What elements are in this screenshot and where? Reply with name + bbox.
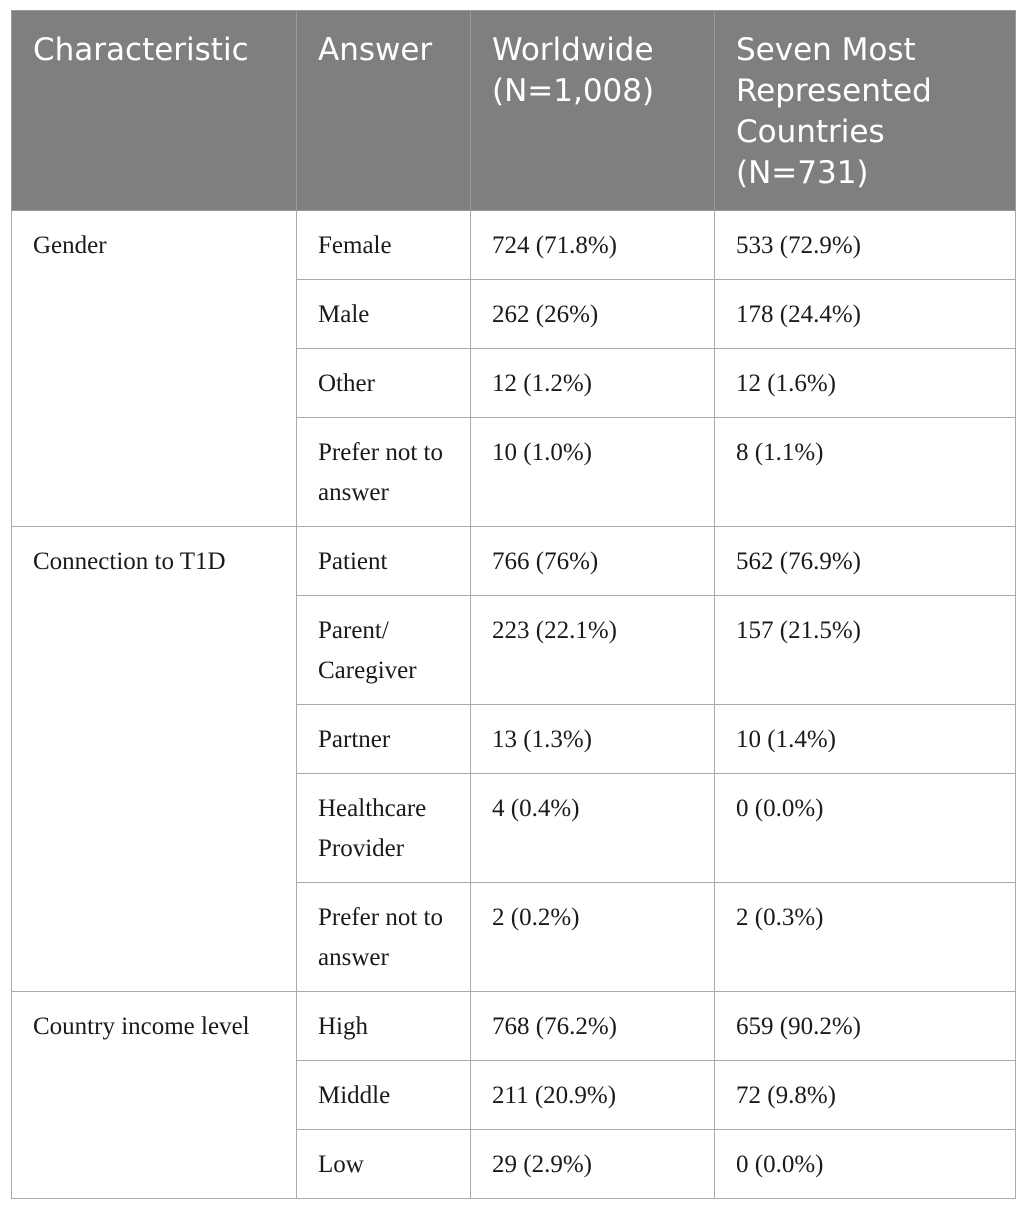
worldwide-cell: 223 (22.1%) bbox=[471, 596, 715, 705]
worldwide-cell: 29 (2.9%) bbox=[471, 1130, 715, 1199]
characteristic-cell: Connection to T1D bbox=[12, 527, 297, 992]
demographics-table bbox=[11, 10, 1016, 1199]
answer-cell: Low bbox=[297, 1130, 471, 1199]
seven-countries-cell: 0 (0.0%) bbox=[715, 774, 1016, 883]
seven-countries-cell: 157 (21.5%) bbox=[715, 596, 1016, 705]
answer-cell: Middle bbox=[297, 1061, 471, 1130]
header-row bbox=[12, 11, 1016, 211]
header-seven-countries: Seven Most Represented Countries (N=731) bbox=[715, 11, 1016, 211]
worldwide-cell: 4 (0.4%) bbox=[471, 774, 715, 883]
worldwide-cell: 13 (1.3%) bbox=[471, 705, 715, 774]
seven-countries-cell: 10 (1.4%) bbox=[715, 705, 1016, 774]
answer-cell: Parent/ Caregiver bbox=[297, 596, 471, 705]
seven-countries-cell: 0 (0.0%) bbox=[715, 1130, 1016, 1199]
answer-cell: Partner bbox=[297, 705, 471, 774]
characteristic-cell: Country income level bbox=[12, 992, 297, 1199]
table-row bbox=[12, 527, 1016, 596]
worldwide-cell: 211 (20.9%) bbox=[471, 1061, 715, 1130]
answer-cell: Patient bbox=[297, 527, 471, 596]
table-header bbox=[12, 11, 1016, 211]
header-characteristic: Characteristic bbox=[12, 11, 297, 211]
table-row bbox=[12, 211, 1016, 280]
answer-cell: Other bbox=[297, 349, 471, 418]
worldwide-cell: 724 (71.8%) bbox=[471, 211, 715, 280]
worldwide-cell: 262 (26%) bbox=[471, 280, 715, 349]
seven-countries-cell: 2 (0.3%) bbox=[715, 883, 1016, 992]
table-row bbox=[12, 992, 1016, 1061]
header-worldwide: Worldwide (N=1,008) bbox=[471, 11, 715, 211]
answer-cell: Prefer not to answer bbox=[297, 883, 471, 992]
answer-cell: Male bbox=[297, 280, 471, 349]
seven-countries-cell: 178 (24.4%) bbox=[715, 280, 1016, 349]
characteristic-cell: Gender bbox=[12, 211, 297, 527]
worldwide-cell: 12 (1.2%) bbox=[471, 349, 715, 418]
header-answer: Answer bbox=[297, 11, 471, 211]
table-body bbox=[12, 211, 1016, 1199]
worldwide-cell: 766 (76%) bbox=[471, 527, 715, 596]
seven-countries-cell: 12 (1.6%) bbox=[715, 349, 1016, 418]
seven-countries-cell: 72 (9.8%) bbox=[715, 1061, 1016, 1130]
worldwide-cell: 2 (0.2%) bbox=[471, 883, 715, 992]
answer-cell: Healthcare Provider bbox=[297, 774, 471, 883]
answer-cell: Prefer not to answer bbox=[297, 418, 471, 527]
seven-countries-cell: 533 (72.9%) bbox=[715, 211, 1016, 280]
worldwide-cell: 10 (1.0%) bbox=[471, 418, 715, 527]
answer-cell: Female bbox=[297, 211, 471, 280]
seven-countries-cell: 659 (90.2%) bbox=[715, 992, 1016, 1061]
worldwide-cell: 768 (76.2%) bbox=[471, 992, 715, 1061]
seven-countries-cell: 8 (1.1%) bbox=[715, 418, 1016, 527]
seven-countries-cell: 562 (76.9%) bbox=[715, 527, 1016, 596]
answer-cell: High bbox=[297, 992, 471, 1061]
